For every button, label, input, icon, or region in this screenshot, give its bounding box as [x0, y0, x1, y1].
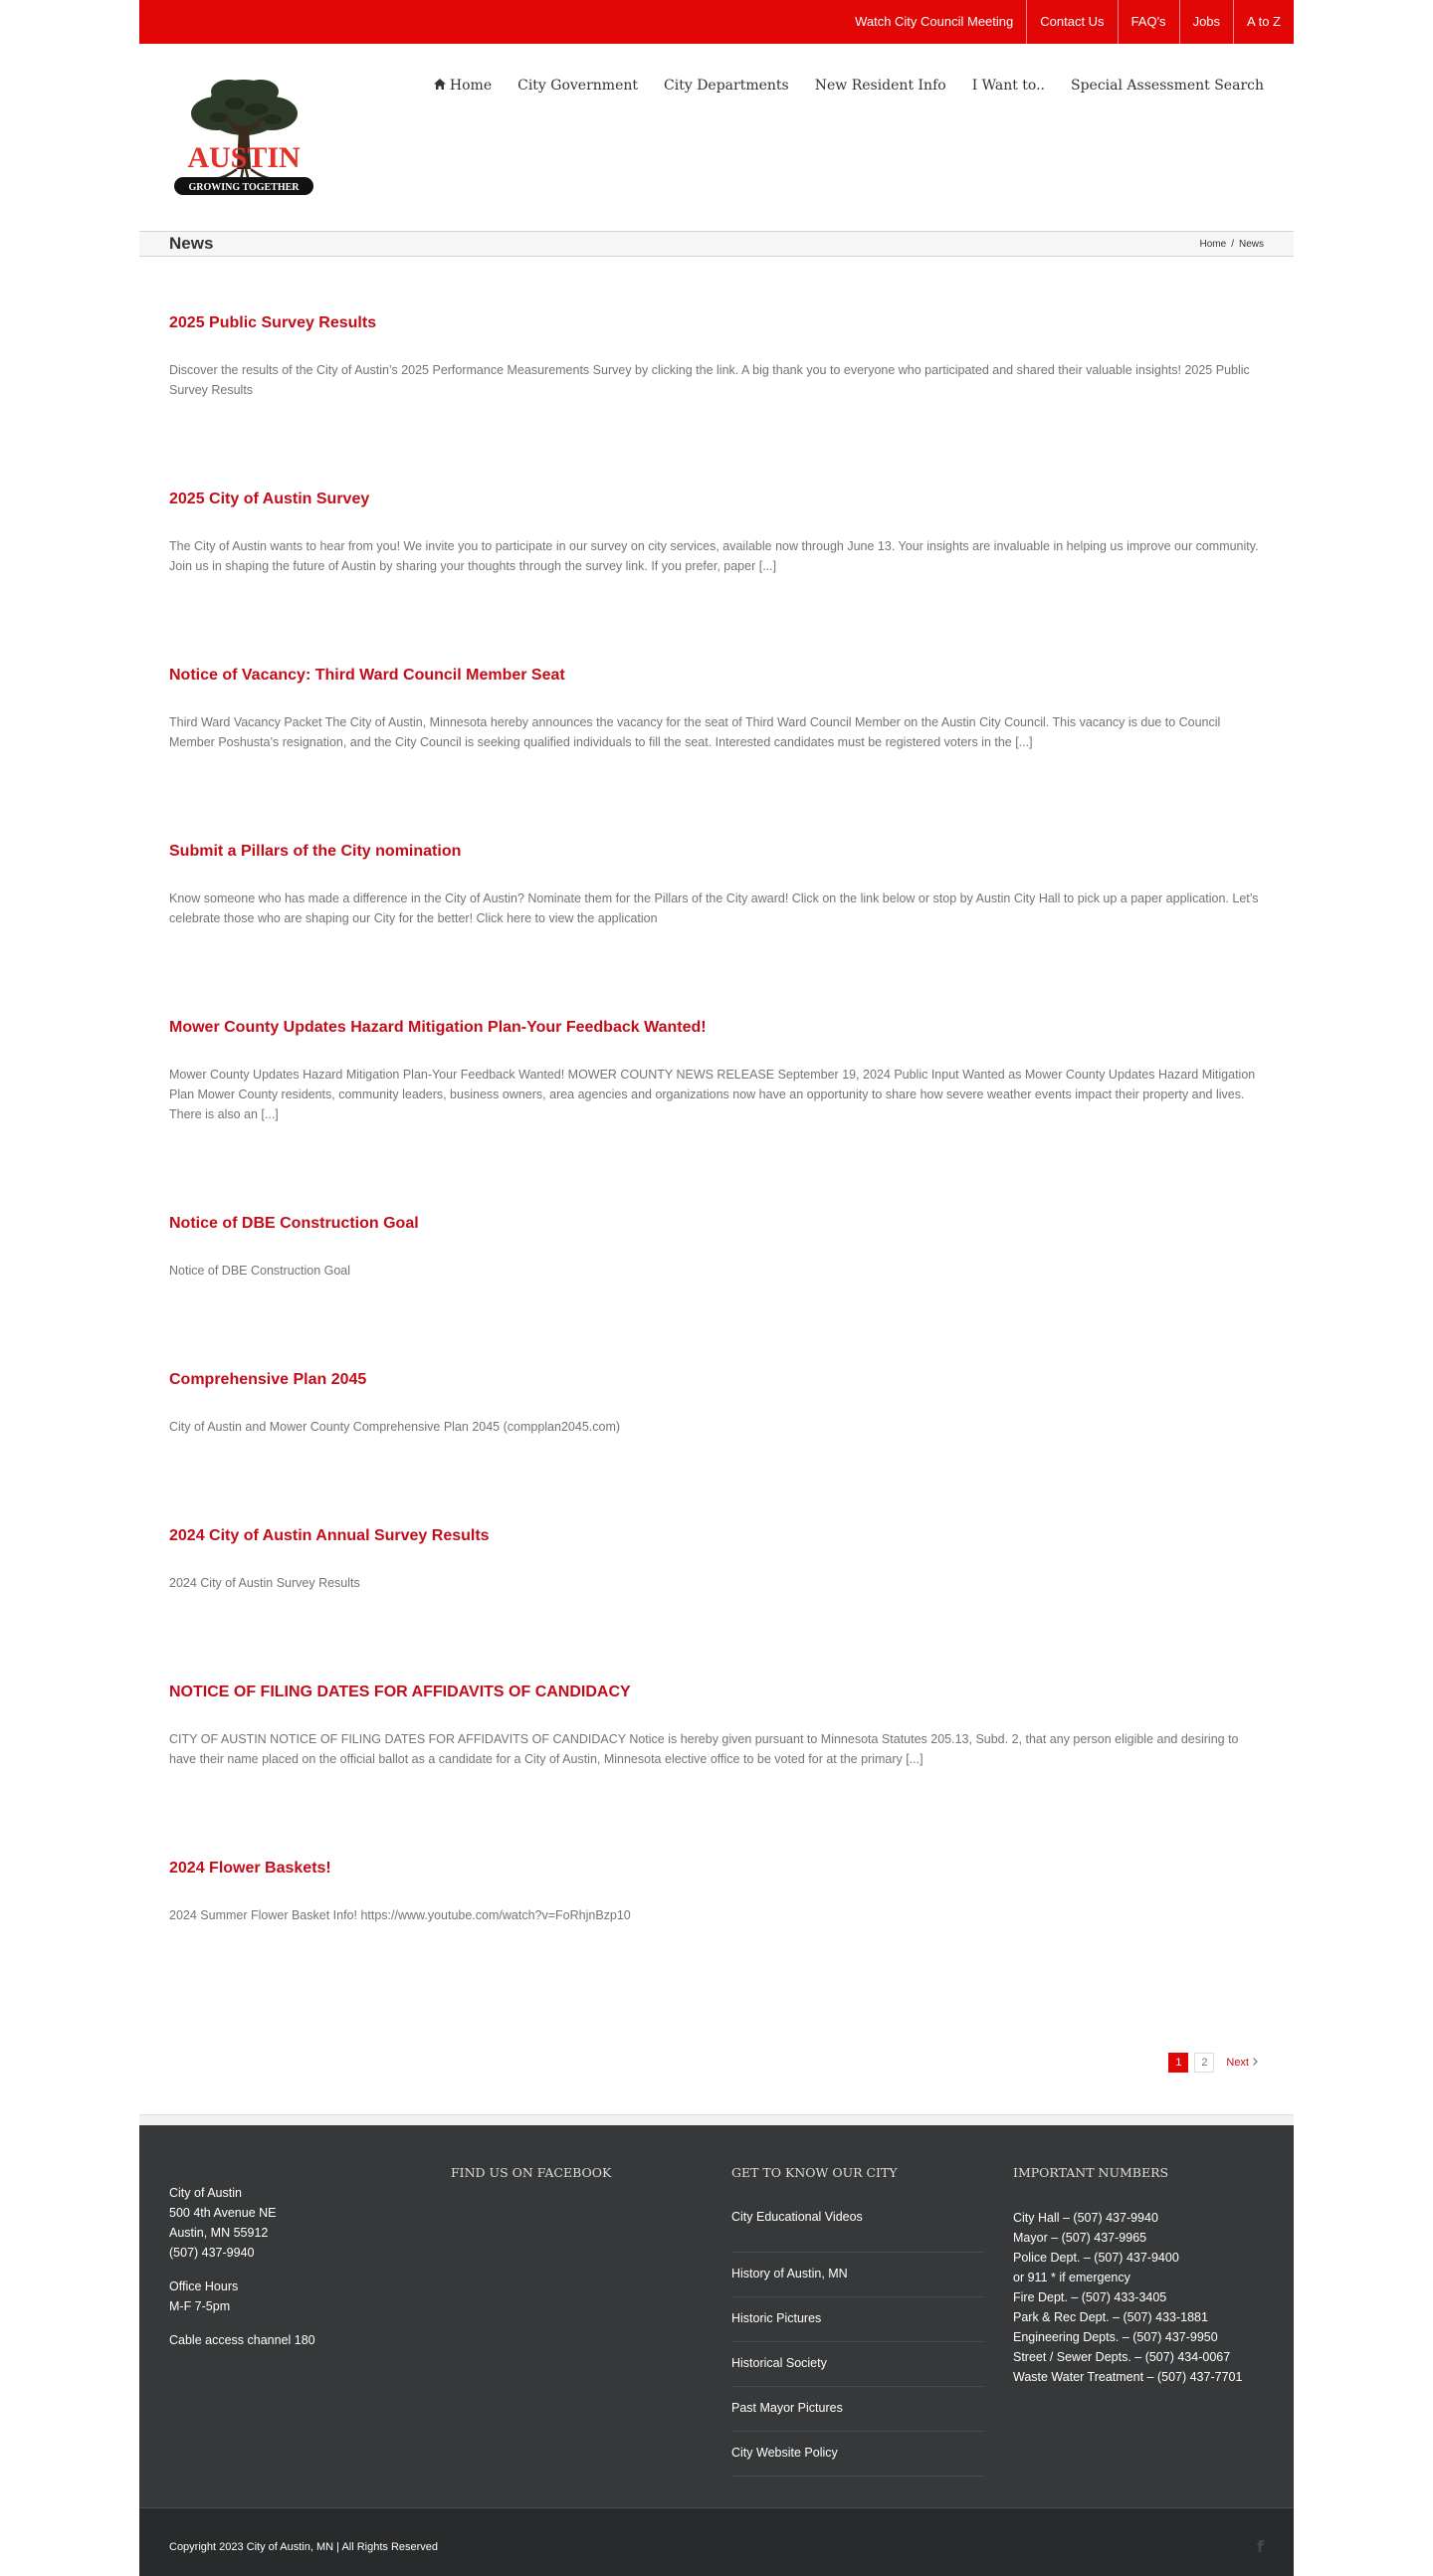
- post-title-link[interactable]: Comprehensive Plan 2045: [169, 1371, 367, 1388]
- office-hours-label: Office Hours: [169, 2279, 239, 2293]
- page-title: News: [169, 234, 214, 253]
- phone-number: Engineering Depts. – (507) 437-9950: [1013, 2330, 1218, 2344]
- pagination: [1162, 2053, 1258, 2073]
- logo-tagline: GROWING TOGETHER: [188, 182, 300, 193]
- footer: [139, 2125, 1294, 2507]
- site-logo[interactable]: [169, 74, 318, 199]
- footer-link-historic-pictures[interactable]: Historic Pictures: [731, 2311, 822, 2325]
- austin-tree-logo-icon: [169, 74, 318, 199]
- post-excerpt: City of Austin and Mower County Comprehensive Plan 2045 (compplan2045.com): [169, 1420, 621, 1434]
- post-excerpt: Mower County Updates Hazard Mitigation Plan-Your Feedback Wanted! MOWER COUNTY NEWS RELEASE September 19, 2024 Public Input Wanted as Mower County Updates Hazard Mitigation Plan Mower County residents, community leaders, business owners, area agencies and organizations now have an opportunity to share how severe weather events impact their property and lives. There is also an [...]: [169, 1068, 1256, 1121]
- post-title-link[interactable]: Notice of Vacancy: Third Ward Council Member Seat: [169, 667, 565, 684]
- post-excerpt: Third Ward Vacancy Packet The City of Austin, Minnesota hereby announces the vacancy for the seat of Third Ward Council Member on the Austin City Council. This vacancy is due to Council Member Poshusta’s resignation, and the City Council is seeking qualified individuals to fill the seat. Interested candidates must be registered voters in the [...]: [169, 715, 1221, 749]
- chevron-right-icon: [1253, 2057, 1258, 2069]
- nav-new-resident-info[interactable]: New Resident Info: [814, 78, 946, 94]
- news-post: [169, 1018, 1264, 1124]
- footer-link-historical-society[interactable]: Historical Society: [731, 2356, 827, 2370]
- post-excerpt: Know someone who has made a difference in the City of Austin? Nominate them for the Pillars of the City award! Click on the link below or stop by Austin City Hall to pick up a paper application. Let’s celebrate those who are shaping our City for the better! Click here to view the application: [169, 892, 1259, 925]
- numbers-heading: IMPORTANT NUMBERS: [1013, 2165, 1169, 2180]
- post-title-link[interactable]: 2025 Public Survey Results: [169, 314, 377, 331]
- footer-separator: [139, 2114, 1294, 2125]
- post-excerpt: 2024 City of Austin Survey Results: [169, 1576, 360, 1590]
- post-excerpt: 2024 Summer Flower Basket Info! https://www.youtube.com/watch?v=FoRhjnBzp10: [169, 1908, 631, 1922]
- news-post: [169, 1370, 1264, 1437]
- top-link-faqs[interactable]: FAQ's: [1118, 0, 1179, 44]
- footer-contact: [169, 2183, 422, 2350]
- top-link-contact[interactable]: Contact Us: [1026, 0, 1117, 44]
- post-excerpt: CITY OF AUSTIN NOTICE OF FILING DATES FOR AFFIDAVITS OF CANDIDACY Notice is hereby given pursuant to Minnesota Statutes 205.13, Subd. 2, that any person eligible and desiring to have their name placed on the official ballot as a candidate for a City of Austin, Minnesota elective office to be voted for at the primary [...]: [169, 1732, 1239, 1766]
- breadcrumb-current: News: [1238, 239, 1264, 250]
- phone-number: or 911 * if emergency: [1013, 2271, 1130, 2284]
- breadcrumb: [1200, 239, 1264, 250]
- post-title-link[interactable]: NOTICE OF FILING DATES FOR AFFIDAVITS OF CANDIDACY: [169, 1684, 631, 1700]
- breadcrumb-separator: /: [1231, 239, 1234, 250]
- post-title-link[interactable]: 2024 City of Austin Annual Survey Results: [169, 1527, 490, 1544]
- post-excerpt: Notice of DBE Construction Goal: [169, 1264, 351, 1278]
- phone-number: Park & Rec Dept. – (507) 433-1881: [1013, 2310, 1208, 2324]
- next-page-link[interactable]: [1226, 2057, 1258, 2069]
- post-title-link[interactable]: Submit a Pillars of the City nomination: [169, 843, 462, 860]
- top-menu: [842, 0, 1294, 44]
- page: [139, 0, 1294, 2576]
- facebook-heading: FIND US ON FACEBOOK: [451, 2165, 612, 2180]
- nav-city-government[interactable]: City Government: [517, 78, 639, 94]
- phone-number: Street / Sewer Depts. – (507) 434-0067: [1013, 2350, 1231, 2364]
- news-post: [169, 313, 1264, 400]
- nav-i-want-to[interactable]: I Want to..: [971, 78, 1045, 94]
- footer-know-city: [731, 2165, 984, 2477]
- contact-line: 500 4th Avenue NE: [169, 2206, 277, 2220]
- top-link-a-to-z[interactable]: A to Z: [1233, 0, 1294, 44]
- know-city-heading: GET TO KNOW OUR CITY: [731, 2165, 898, 2180]
- post-title-link[interactable]: Notice of DBE Construction Goal: [169, 1215, 419, 1232]
- nav-special-assessment-search[interactable]: Special Assessment Search: [1071, 78, 1264, 94]
- phone-number: Police Dept. – (507) 437-9400: [1013, 2251, 1179, 2265]
- phone-number: Waste Water Treatment – (507) 437-7701: [1013, 2370, 1243, 2384]
- footer-link-past-mayors[interactable]: Past Mayor Pictures: [731, 2401, 843, 2415]
- footer-link-website-policy[interactable]: City Website Policy: [731, 2446, 838, 2460]
- news-post: [169, 666, 1264, 752]
- footer-link-history[interactable]: History of Austin, MN: [731, 2267, 848, 2280]
- news-post: [169, 1214, 1264, 1281]
- news-post: [169, 1683, 1264, 1769]
- news-post: [169, 842, 1264, 928]
- nav-home-label: Home: [449, 78, 493, 94]
- cable-access: Cable access channel 180: [169, 2333, 315, 2347]
- office-hours-value: M-F 7-5pm: [169, 2299, 231, 2313]
- contact-line: City of Austin: [169, 2186, 242, 2200]
- top-bar: [139, 0, 1294, 44]
- post-title-link[interactable]: Mower County Updates Hazard Mitigation Plan-Your Feedback Wanted!: [169, 1019, 707, 1036]
- contact-line: (507) 437-9940: [169, 2246, 255, 2260]
- post-excerpt: Discover the results of the City of Austin’s 2025 Performance Measurements Survey by clicking the link. A big thank you to everyone who participated and shared their valuable insights! 2025 Public Survey Results: [169, 363, 1250, 397]
- page-2-link[interactable]: 2: [1194, 2053, 1214, 2073]
- breadcrumb-home[interactable]: Home: [1199, 239, 1227, 250]
- copyright-bar: [139, 2507, 1294, 2576]
- phone-number: Mayor – (507) 437-9965: [1013, 2231, 1147, 2245]
- top-link-jobs[interactable]: Jobs: [1179, 0, 1233, 44]
- phone-number: Fire Dept. – (507) 433-3405: [1013, 2290, 1167, 2304]
- news-post: [169, 1859, 1264, 1925]
- main-nav: [408, 78, 1264, 94]
- news-post: [169, 1526, 1264, 1593]
- next-label: Next: [1226, 2057, 1249, 2069]
- contact-line: Austin, MN 55912: [169, 2226, 269, 2240]
- footer-facebook: [451, 2165, 704, 2208]
- footer-important-numbers: [1013, 2165, 1266, 2387]
- home-icon: [434, 79, 446, 94]
- nav-home[interactable]: [434, 78, 492, 94]
- post-title-link[interactable]: 2025 City of Austin Survey: [169, 491, 370, 507]
- post-excerpt: The City of Austin wants to hear from you! We invite you to participate in our survey on city services, available now through June 13. Your insights are invaluable in helping us improve our community. Join us in shaping the future of Austin by sharing your thoughts through the survey link. If you prefer, paper [...]: [169, 539, 1259, 573]
- facebook-icon[interactable]: f: [1257, 2537, 1264, 2556]
- page-title-bar: [139, 231, 1294, 257]
- page-1-current: 1: [1168, 2053, 1188, 2073]
- top-link-council-meeting[interactable]: Watch City Council Meeting: [855, 14, 1014, 29]
- logo-wordmark: AUSTIN: [187, 141, 301, 174]
- post-title-link[interactable]: 2024 Flower Baskets!: [169, 1860, 331, 1877]
- nav-city-departments[interactable]: City Departments: [664, 78, 789, 94]
- copyright-text: Copyright 2023 City of Austin, MN | All Rights Reserved: [169, 2541, 439, 2553]
- news-post: [169, 490, 1264, 576]
- footer-link-educational-videos[interactable]: City Educational Videos: [731, 2210, 863, 2224]
- phone-number: City Hall – (507) 437-9940: [1013, 2211, 1158, 2225]
